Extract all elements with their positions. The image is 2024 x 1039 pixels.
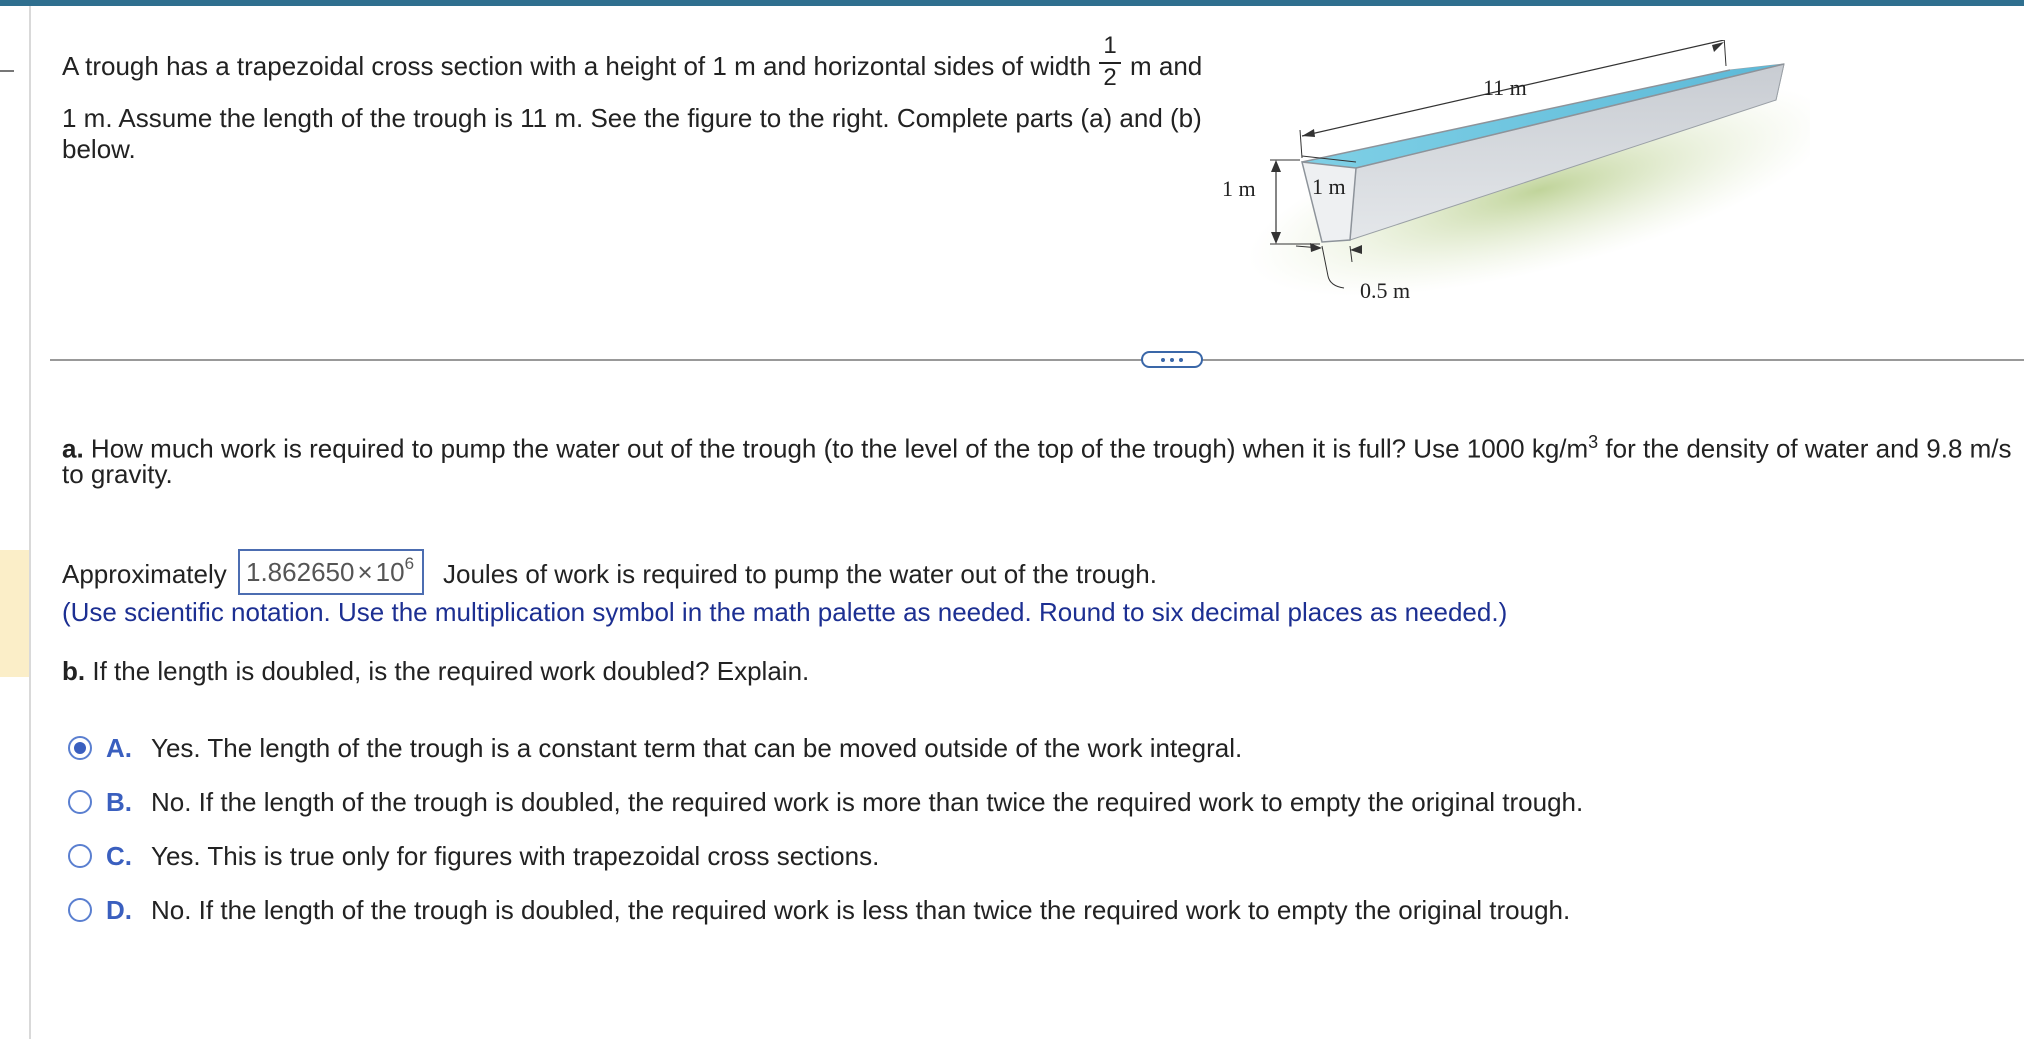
left-panel-border (29, 6, 31, 1039)
dot-icon (1161, 358, 1165, 362)
fraction-numerator: 1 (1103, 32, 1117, 59)
part-a-superscript: 3 (1588, 432, 1599, 452)
option-d-text: No. If the length of the trough is doubled, the required work is less than twice the required work to empty the original trough. (151, 895, 1571, 925)
option-d-radio[interactable] (68, 898, 92, 922)
dot-icon (1170, 358, 1174, 362)
answer-exponent: 6 (404, 554, 415, 573)
option-b-radio[interactable] (68, 790, 92, 814)
answer-suffix: Joules of work is required to pump the water out of the trough. (443, 559, 1157, 589)
current-part-highlight (0, 550, 29, 677)
height-label: 1 m (1222, 176, 1256, 201)
problem-text-line1: A trough has a trapezoidal cross section with a height of 1 m and horizontal sides of width (62, 51, 1092, 81)
section-divider (50, 359, 2024, 361)
trough-figure (1210, 40, 1810, 320)
answer-mantissa: 1.862650 (246, 556, 355, 587)
part-a-question-line2: to gravity. (62, 459, 173, 489)
length-label: 11 m (1483, 75, 1527, 100)
option-c-text: Yes. This is true only for figures with trapezoidal cross sections. (151, 841, 880, 871)
option-c-radio[interactable] (68, 844, 92, 868)
part-b-question-text: If the length is doubled, is the required work doubled? Explain. (92, 656, 810, 686)
part-a-label: a. (62, 433, 84, 464)
answer-input-box[interactable] (238, 549, 424, 595)
problem-text-line1-end: m and (1130, 51, 1203, 81)
option-b-text: No. If the length of the trough is doubled, the required work is more than twice the required work to empty the original trough. (151, 787, 1584, 817)
option-a-letter: A. (106, 733, 132, 763)
top-bar (0, 0, 2024, 6)
left-panel-handle[interactable] (0, 70, 14, 72)
part-b-question (62, 656, 809, 687)
option-b-letter: B. (106, 787, 132, 817)
problem-text-line2: 1 m. Assume the length of the trough is 11 m. See the figure to the right. Complete parts (a) and (b) (62, 103, 1202, 133)
part-a-question-line1 (62, 427, 2012, 465)
part-a-question-text: How much work is required to pump the water out of the trough (to the level of the top of the trough) when it is full? Use 1000 kg/m (90, 433, 1589, 464)
option-c-letter: C. (106, 841, 132, 871)
option-d-letter: D. (106, 895, 132, 925)
expand-more-button[interactable] (1141, 351, 1203, 368)
top-width-label: 1 m (1312, 174, 1346, 199)
option-a-text: Yes. The length of the trough is a constant term that can be moved outside of the work integral. (151, 733, 1243, 763)
answer-prefix: Approximately (62, 559, 227, 589)
answer-base: 10 (375, 556, 405, 587)
dot-icon (1179, 358, 1183, 362)
option-a-radio[interactable] (68, 736, 92, 760)
bottom-width-label: 0.5 m (1360, 278, 1411, 303)
answer-instruction: (Use scientific notation. Use the multiplication symbol in the math palette as needed. Round to six decimal places as needed.) (62, 597, 1508, 627)
part-b-label: b. (62, 656, 86, 686)
problem-text-line3: below. (62, 134, 136, 164)
fraction-denominator: 2 (1103, 64, 1117, 91)
times-symbol: × (357, 556, 373, 587)
part-a-question-end: for the density of water and 9.8 m/s (1605, 433, 2012, 464)
